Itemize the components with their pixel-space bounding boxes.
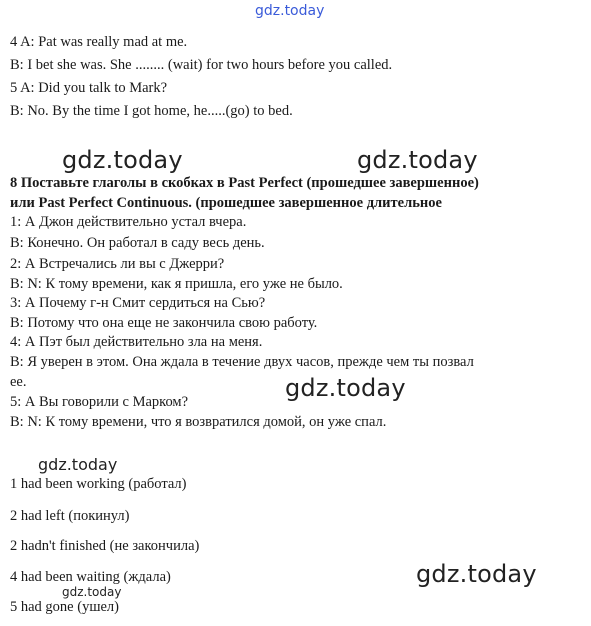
watermark: gdz.today [357,146,478,174]
watermark: gdz.today [62,146,183,174]
text-line: В: Потому что она еще не закончила свою работу. [10,315,318,331]
answer-item: 1 had been working (работал) [10,476,187,492]
answer-item: 5 had gone (ушел) [10,599,119,615]
answer-item: 2 had left (покинул) [10,508,130,524]
text-line: 3: А Почему г-н Смит сердиться на Сью? [10,295,266,311]
text-line: 1: А Джон действительно устал вчера. [10,214,247,230]
text-line: 4: А Пэт был действительно зла на меня. [10,334,263,350]
text-line: 2: А Встречались ли вы с Джерри? [10,256,225,272]
text-line: B: No. By the time I got home, he.....(go) to bed. [10,103,293,119]
watermark: gdz.today [62,585,122,599]
answer-item: 2 hadn't finished (не закончила) [10,538,200,554]
text-line: В: N: К тому времени, что я возвратился домой, он уже спал. [10,414,387,430]
text-line: 5: А Вы говорили с Марком? [10,394,189,410]
watermark: gdz.today [416,560,537,588]
watermark: gdz.today [38,455,118,474]
text-line: B: I bet she was. She ........ (wait) for two hours before you called. [10,57,393,73]
exercise-heading: 8 Поставьте глаголы в скобках в Past Perfect (прошедшее завершенное) [10,175,479,191]
answer-item: 4 had been waiting (ждала) [10,569,171,585]
exercise-heading: или Past Perfect Continuous. (прошедшее завершенное длительное [10,195,442,211]
text-line: 5 A: Did you talk to Mark? [10,80,168,96]
watermark: gdz.today [285,374,406,402]
text-line: ее. [10,374,27,390]
text-line: В: N: К тому времени, как я пришла, его уже не было. [10,276,343,292]
watermark-top: gdz.today [255,3,325,19]
text-line: В: Конечно. Он работал в саду весь день. [10,235,265,251]
text-line: 4 A: Pat was really mad at me. [10,34,188,50]
text-line: В: Я уверен в этом. Она ждала в течение двух часов, прежде чем ты позвал [10,354,474,370]
